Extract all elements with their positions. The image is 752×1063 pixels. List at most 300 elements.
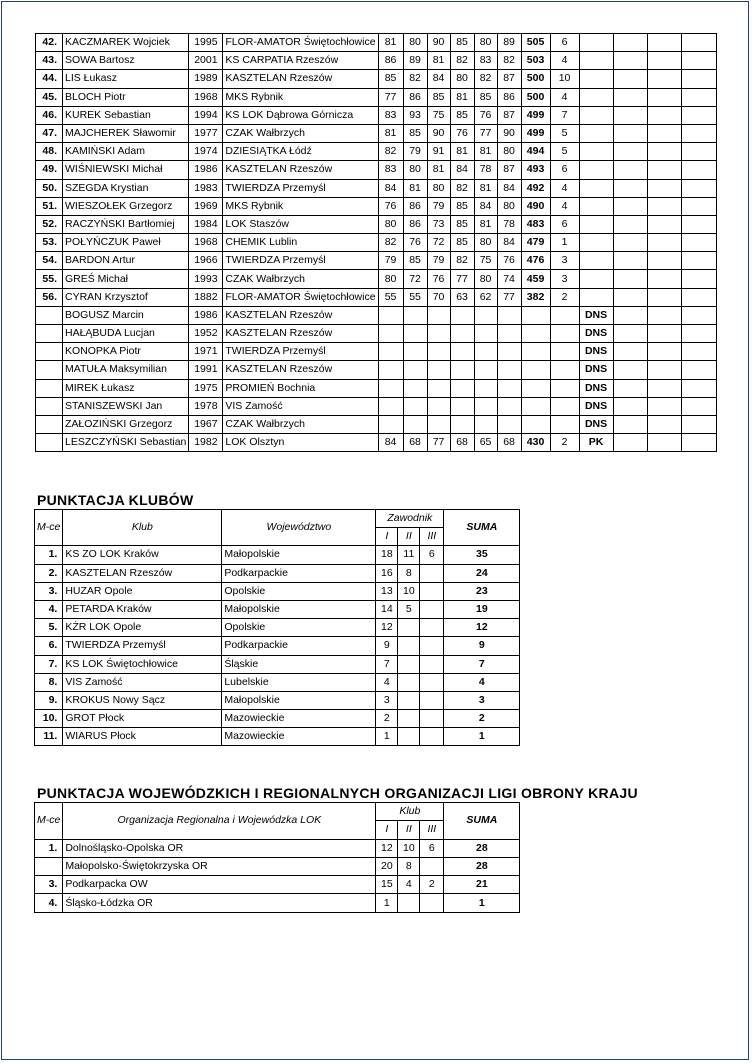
series-score xyxy=(497,325,521,343)
series-score: 77 xyxy=(427,434,450,452)
note xyxy=(579,252,613,270)
series-score: 85 xyxy=(427,88,450,106)
series-score: 80 xyxy=(497,143,521,161)
series-score xyxy=(474,325,497,343)
empty-cell xyxy=(647,143,681,161)
series-score xyxy=(474,415,497,433)
empty-cell xyxy=(613,70,647,88)
place: 4. xyxy=(35,600,63,618)
series-score: 82 xyxy=(450,52,474,70)
club: KŻR LOK Opole xyxy=(63,619,222,637)
club: GROT Płock xyxy=(63,710,222,728)
place: 6. xyxy=(35,637,63,655)
series-score: 81 xyxy=(378,124,403,142)
score-ii xyxy=(398,710,420,728)
inner-tens: 6 xyxy=(550,161,579,179)
series-score xyxy=(497,397,521,415)
col-group: Klub xyxy=(376,803,444,821)
region: Opolskie xyxy=(222,582,376,600)
inner-tens xyxy=(550,343,579,361)
club: HUZAR Opole xyxy=(63,582,222,600)
col-sum: SUMA xyxy=(444,803,520,840)
club: PROMIEŃ Bochnia xyxy=(223,379,378,397)
note: DNS xyxy=(579,397,613,415)
club: KS LOK Świętochłowice xyxy=(63,655,222,673)
place xyxy=(36,434,63,452)
empty-cell xyxy=(681,106,716,124)
score-i: 13 xyxy=(376,582,398,600)
result-row xyxy=(36,143,717,161)
series-score: 84 xyxy=(450,161,474,179)
result-row xyxy=(36,88,717,106)
col-iii: III xyxy=(420,528,444,546)
series-score: 86 xyxy=(403,197,427,215)
empty-cell xyxy=(647,325,681,343)
empty-cell xyxy=(647,234,681,252)
score-i: 20 xyxy=(376,857,398,875)
birth-year: 1968 xyxy=(189,88,223,106)
note xyxy=(579,106,613,124)
score-i: 3 xyxy=(376,691,398,709)
series-score: 87 xyxy=(497,161,521,179)
score-i: 14 xyxy=(376,600,398,618)
region: Podkarpackie xyxy=(222,564,376,582)
series-score xyxy=(403,379,427,397)
empty-cell xyxy=(647,343,681,361)
club-row xyxy=(35,637,520,655)
competitor-name: WIESZOŁEK Grzegorz xyxy=(63,197,189,215)
series-score: 76 xyxy=(497,252,521,270)
note xyxy=(579,179,613,197)
note: DNS xyxy=(579,415,613,433)
series-score: 76 xyxy=(403,234,427,252)
competitor-name: BLOCH Piotr xyxy=(63,88,189,106)
series-score: 90 xyxy=(427,124,450,142)
total: 505 xyxy=(521,34,550,52)
series-score: 79 xyxy=(427,197,450,215)
empty-cell xyxy=(613,34,647,52)
birth-year: 1986 xyxy=(189,306,223,324)
series-score: 81 xyxy=(450,88,474,106)
place: 49. xyxy=(36,161,63,179)
total xyxy=(521,325,550,343)
birth-year: 1952 xyxy=(189,325,223,343)
col-i: I xyxy=(376,528,398,546)
score-iii xyxy=(420,728,444,746)
total: 494 xyxy=(521,143,550,161)
empty-cell xyxy=(613,88,647,106)
score-iii: 6 xyxy=(420,839,444,857)
competitor-name: BARDON Artur xyxy=(63,252,189,270)
empty-cell xyxy=(647,106,681,124)
series-score xyxy=(403,343,427,361)
series-score: 82 xyxy=(403,70,427,88)
series-score xyxy=(427,343,450,361)
series-score: 80 xyxy=(474,270,497,288)
series-score: 80 xyxy=(378,215,403,233)
inner-tens: 5 xyxy=(550,124,579,142)
place: 54. xyxy=(36,252,63,270)
result-row xyxy=(36,397,717,415)
series-score: 84 xyxy=(378,179,403,197)
empty-cell xyxy=(647,34,681,52)
place: 43. xyxy=(36,52,63,70)
series-score: 84 xyxy=(378,434,403,452)
empty-cell xyxy=(681,415,716,433)
note xyxy=(579,161,613,179)
score-ii xyxy=(398,728,420,746)
result-row xyxy=(36,379,717,397)
score-iii: 2 xyxy=(420,876,444,894)
result-row xyxy=(36,124,717,142)
place: 56. xyxy=(36,288,63,306)
score-i: 15 xyxy=(376,876,398,894)
birth-year: 1974 xyxy=(189,143,223,161)
club: CZAK Wałbrzych xyxy=(223,415,378,433)
club-row xyxy=(35,655,520,673)
competitor-name: ZAŁOZIŃSKI Grzegorz xyxy=(63,415,189,433)
score-iii xyxy=(420,857,444,875)
sum: 19 xyxy=(444,600,520,618)
birth-year: 1991 xyxy=(189,361,223,379)
series-score: 55 xyxy=(378,288,403,306)
club: CHEMIK Lublin xyxy=(223,234,378,252)
club-row xyxy=(35,710,520,728)
score-ii xyxy=(398,637,420,655)
result-row xyxy=(36,197,717,215)
col-place: M-ce xyxy=(35,803,63,840)
inner-tens: 2 xyxy=(550,434,579,452)
org-row xyxy=(35,876,520,894)
score-i: 1 xyxy=(376,894,398,912)
birth-year: 1995 xyxy=(189,34,223,52)
inner-tens xyxy=(550,415,579,433)
place: 55. xyxy=(36,270,63,288)
score-i: 2 xyxy=(376,710,398,728)
clubs-table xyxy=(34,509,520,746)
series-score: 77 xyxy=(497,288,521,306)
region: Mazowieckie xyxy=(222,710,376,728)
series-score xyxy=(474,306,497,324)
club: CZAK Wałbrzych xyxy=(223,270,378,288)
series-score xyxy=(427,361,450,379)
sum: 35 xyxy=(444,546,520,564)
score-iii xyxy=(420,582,444,600)
note xyxy=(579,124,613,142)
inner-tens xyxy=(550,397,579,415)
score-i: 4 xyxy=(376,673,398,691)
series-score: 75 xyxy=(474,252,497,270)
empty-cell xyxy=(613,379,647,397)
series-score: 84 xyxy=(427,70,450,88)
result-row xyxy=(36,343,717,361)
series-score: 62 xyxy=(474,288,497,306)
region: Śląskie xyxy=(222,655,376,673)
place: 50. xyxy=(36,179,63,197)
series-score: 77 xyxy=(378,88,403,106)
inner-tens: 4 xyxy=(550,197,579,215)
series-score: 82 xyxy=(450,252,474,270)
empty-cell xyxy=(647,52,681,70)
birth-year: 1971 xyxy=(189,343,223,361)
series-score: 80 xyxy=(474,234,497,252)
organization: Śląsko-Łódzka OR xyxy=(63,894,376,912)
empty-cell xyxy=(613,325,647,343)
competitor-name: BOGUSZ Marcin xyxy=(63,306,189,324)
total: 430 xyxy=(521,434,550,452)
series-score xyxy=(403,306,427,324)
competitor-name: KONOPKA Piotr xyxy=(63,343,189,361)
score-iii xyxy=(420,894,444,912)
series-score: 89 xyxy=(497,34,521,52)
series-score: 76 xyxy=(378,197,403,215)
series-score xyxy=(450,325,474,343)
place: 3. xyxy=(35,582,63,600)
empty-cell xyxy=(681,288,716,306)
clubs-heading: PUNKTACJA KLUBÓW xyxy=(37,492,194,508)
place: 3. xyxy=(35,876,63,894)
place: 52. xyxy=(36,215,63,233)
total xyxy=(521,379,550,397)
place xyxy=(36,325,63,343)
series-score: 90 xyxy=(497,124,521,142)
score-iii: 6 xyxy=(420,546,444,564)
empty-cell xyxy=(681,434,716,452)
score-iii xyxy=(420,637,444,655)
place: 42. xyxy=(36,34,63,52)
series-score: 81 xyxy=(474,179,497,197)
place xyxy=(36,379,63,397)
club: LOK Staszów xyxy=(223,215,378,233)
competitor-name: MAJCHEREK Sławomir xyxy=(63,124,189,142)
place: 46. xyxy=(36,106,63,124)
note xyxy=(579,52,613,70)
club: KASZTELAN Rzeszów xyxy=(223,361,378,379)
sum: 1 xyxy=(444,894,520,912)
empty-cell xyxy=(647,252,681,270)
score-ii: 8 xyxy=(398,564,420,582)
orgs-header-row xyxy=(35,803,520,821)
total xyxy=(521,397,550,415)
club: KASZTELAN Rzeszów xyxy=(223,306,378,324)
inner-tens: 4 xyxy=(550,88,579,106)
birth-year: 1993 xyxy=(189,270,223,288)
place xyxy=(36,397,63,415)
total: 483 xyxy=(521,215,550,233)
empty-cell xyxy=(647,124,681,142)
empty-cell xyxy=(681,34,716,52)
series-score: 55 xyxy=(403,288,427,306)
sum: 2 xyxy=(444,710,520,728)
place: 4. xyxy=(35,894,63,912)
note xyxy=(579,270,613,288)
empty-cell xyxy=(613,106,647,124)
sum: 4 xyxy=(444,673,520,691)
competitor-name: MIREK Łukasz xyxy=(63,379,189,397)
score-iii xyxy=(420,691,444,709)
competitor-name: GREŚ Michał xyxy=(63,270,189,288)
note: DNS xyxy=(579,306,613,324)
total: 479 xyxy=(521,234,550,252)
result-row xyxy=(36,288,717,306)
club: LOK Olsztyn xyxy=(223,434,378,452)
sum: 28 xyxy=(444,857,520,875)
inner-tens: 3 xyxy=(550,270,579,288)
series-score: 82 xyxy=(474,70,497,88)
series-score: 80 xyxy=(497,197,521,215)
result-row xyxy=(36,234,717,252)
club: TWIERDZA Przemyśl xyxy=(63,637,222,655)
sum: 23 xyxy=(444,582,520,600)
club-row xyxy=(35,564,520,582)
result-row xyxy=(36,161,717,179)
series-score: 91 xyxy=(427,143,450,161)
col-ii: II xyxy=(398,821,420,839)
birth-year: 1984 xyxy=(189,215,223,233)
series-score: 77 xyxy=(474,124,497,142)
result-row xyxy=(36,361,717,379)
empty-cell xyxy=(647,270,681,288)
inner-tens: 1 xyxy=(550,234,579,252)
score-i: 18 xyxy=(376,546,398,564)
note xyxy=(579,215,613,233)
birth-year: 1989 xyxy=(189,70,223,88)
competitor-name: STANISZEWSKI Jan xyxy=(63,397,189,415)
score-i: 12 xyxy=(376,619,398,637)
empty-cell xyxy=(613,161,647,179)
series-score: 85 xyxy=(450,106,474,124)
series-score xyxy=(378,306,403,324)
result-row xyxy=(36,415,717,433)
series-score xyxy=(427,415,450,433)
place: 8. xyxy=(35,673,63,691)
score-iii xyxy=(420,655,444,673)
series-score: 84 xyxy=(474,197,497,215)
series-score: 89 xyxy=(403,52,427,70)
club: MKS Rybnik xyxy=(223,197,378,215)
club: KASZTELAN Rzeszów xyxy=(223,161,378,179)
inner-tens: 4 xyxy=(550,179,579,197)
score-ii xyxy=(398,691,420,709)
series-score: 76 xyxy=(474,106,497,124)
empty-cell xyxy=(613,270,647,288)
competitor-name: KACZMAREK Wojciek xyxy=(63,34,189,52)
empty-cell xyxy=(681,325,716,343)
empty-cell xyxy=(681,179,716,197)
score-ii xyxy=(398,619,420,637)
empty-cell xyxy=(647,70,681,88)
series-score: 85 xyxy=(403,124,427,142)
place: 53. xyxy=(36,234,63,252)
series-score xyxy=(497,361,521,379)
empty-cell xyxy=(613,306,647,324)
empty-cell xyxy=(613,52,647,70)
score-i: 16 xyxy=(376,564,398,582)
club: KS LOK Dąbrowa Górnicza xyxy=(223,106,378,124)
inner-tens: 3 xyxy=(550,252,579,270)
club: VIS Zamość xyxy=(63,673,222,691)
club: VIS Zamość xyxy=(223,397,378,415)
place: 47. xyxy=(36,124,63,142)
club: FLOR-AMATOR Świętochłowice xyxy=(223,288,378,306)
series-score: 75 xyxy=(427,106,450,124)
series-score xyxy=(450,379,474,397)
series-score xyxy=(378,397,403,415)
region: Małopolskie xyxy=(222,691,376,709)
club: KASZTELAN Rzeszów xyxy=(223,70,378,88)
series-score: 82 xyxy=(378,234,403,252)
place: 2. xyxy=(35,564,63,582)
series-score: 87 xyxy=(497,70,521,88)
series-score: 86 xyxy=(403,88,427,106)
series-score: 77 xyxy=(450,270,474,288)
series-score xyxy=(497,415,521,433)
series-score: 78 xyxy=(474,161,497,179)
empty-cell xyxy=(647,434,681,452)
competitor-name: SOWA Bartosz xyxy=(63,52,189,70)
col-region: Województwo xyxy=(222,510,376,546)
total: 500 xyxy=(521,70,550,88)
empty-cell xyxy=(613,179,647,197)
organization: Dolnośląsko-Opolska OR xyxy=(63,839,376,857)
organization: Małopolsko-Świętokrzyska OR xyxy=(63,857,376,875)
empty-cell xyxy=(647,215,681,233)
series-score: 85 xyxy=(450,197,474,215)
competitor-name: HAŁĄBUDA Lucjan xyxy=(63,325,189,343)
result-row xyxy=(36,70,717,88)
sum: 21 xyxy=(444,876,520,894)
series-score: 79 xyxy=(427,252,450,270)
club: PETARDA Kraków xyxy=(63,600,222,618)
empty-cell xyxy=(613,124,647,142)
place xyxy=(36,306,63,324)
series-score xyxy=(427,306,450,324)
empty-cell xyxy=(613,234,647,252)
place: 51. xyxy=(36,197,63,215)
org-row xyxy=(35,839,520,857)
series-score xyxy=(403,325,427,343)
series-score: 79 xyxy=(403,143,427,161)
sum: 28 xyxy=(444,839,520,857)
series-score: 85 xyxy=(474,88,497,106)
series-score: 83 xyxy=(378,106,403,124)
score-iii xyxy=(420,710,444,728)
place: 10. xyxy=(35,710,63,728)
note xyxy=(579,288,613,306)
series-score: 78 xyxy=(497,215,521,233)
series-score: 84 xyxy=(497,234,521,252)
empty-cell xyxy=(613,434,647,452)
series-score xyxy=(450,415,474,433)
score-ii xyxy=(398,673,420,691)
series-score: 72 xyxy=(427,234,450,252)
result-row xyxy=(36,325,717,343)
club-row xyxy=(35,619,520,637)
empty-cell xyxy=(647,306,681,324)
score-ii: 11 xyxy=(398,546,420,564)
inner-tens xyxy=(550,379,579,397)
competitor-name: LESZCZYŃSKI Sebastian xyxy=(63,434,189,452)
col-group: Zawodnik xyxy=(376,510,444,528)
total: 499 xyxy=(521,106,550,124)
series-score: 74 xyxy=(497,270,521,288)
results-table xyxy=(35,33,717,452)
series-score: 85 xyxy=(450,34,474,52)
place: 7. xyxy=(35,655,63,673)
series-score: 68 xyxy=(403,434,427,452)
empty-cell xyxy=(647,161,681,179)
series-score: 80 xyxy=(378,270,403,288)
